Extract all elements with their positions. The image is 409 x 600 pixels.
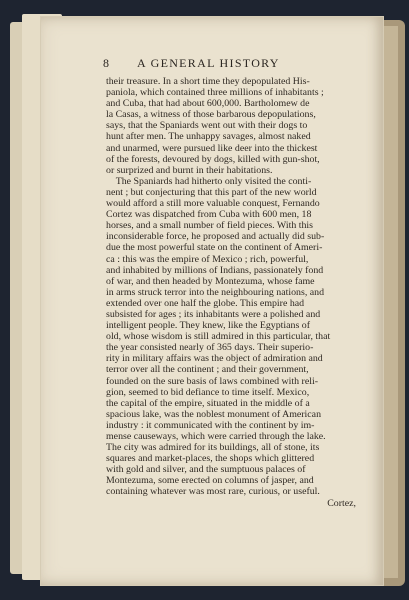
text-line: and inhabited by millions of Indians, passionately fond xyxy=(106,264,324,276)
text-line: industry : it communicated with the continent by im- xyxy=(106,419,315,431)
text-line: Montezuma, some erected on columns of jasper, and xyxy=(106,475,314,487)
catchword: Cortez, xyxy=(327,497,356,509)
text-line: rity in military affairs was the object of admiration and xyxy=(106,353,323,365)
text-line: the year consisted nearly of 365 days. Their superio- xyxy=(106,342,314,354)
text-line: of war, and then headed by Montezuma, whose fame xyxy=(106,275,315,287)
text-line: would afford a still more valuable conquest, Fernando xyxy=(106,198,320,210)
text-line: ca : this was the empire of Mexico ; rich, powerful, xyxy=(106,253,309,265)
text-line: and unarmed, were pursued like deer into the thickest xyxy=(106,142,318,154)
text-line: hunt after men. The unhappy savages, almost naked xyxy=(106,131,311,143)
text-line: extended over one half the globe. This empire had xyxy=(106,297,305,309)
text-line: inconsiderable force, he proposed and actually did sub- xyxy=(106,231,325,243)
text-line: their treasure. In a short time they depopulated His- xyxy=(106,76,310,87)
text-line: says, that the Spaniards went out with their dogs to xyxy=(106,120,308,132)
page-header xyxy=(103,56,353,74)
text-line: The Spaniards had hitherto only visited the conti- xyxy=(106,175,312,187)
text-line: paniola, which contained three millions of inhabitants ; xyxy=(106,87,324,99)
text-line: gion, seemed to bid defiance to time itself. Mexico, xyxy=(106,386,310,398)
text-line: intelligent people. They knew, like the Egyptians of xyxy=(106,320,311,332)
facing-page-inner xyxy=(384,26,398,578)
text-line: Cortez was dispatched from Cuba with 600 men, 18 xyxy=(106,209,312,221)
text-line: or surprized and burnt in their habitations. xyxy=(106,164,273,176)
text-line: of the forests, devoured by dogs, killed with gun-shot, xyxy=(106,153,320,165)
text-line: nent ; but conjecturing that this part of the new world xyxy=(106,186,317,198)
text-line: The city was admired for its buildings, all of stone, its xyxy=(106,442,320,454)
text-line: and Cuba, that had about 600,000. Bartholomew de xyxy=(106,98,310,110)
text-line: due the most powerful state on the continent of Ameri- xyxy=(106,242,323,254)
text-line: horses, and a small number of field pieces. With this xyxy=(106,220,314,232)
text-line: the capital of the empire, situated in the middle of a xyxy=(106,397,310,409)
text-line: mense causeways, which were carried through the lake. xyxy=(106,431,326,442)
text-line: old, whose wisdom is still admired in this particular, that xyxy=(106,331,331,343)
text-line: subsisted for ages ; its inhabitants were a polished and xyxy=(106,308,321,320)
text-line: containing whatever was most rare, curious, or useful. xyxy=(106,486,320,498)
text-line: spacious lake, was the noblest monument of American xyxy=(106,408,322,420)
text-line: with gold and silver, and the sumptuous palaces of xyxy=(106,464,306,476)
running-title: A GENERAL HISTORY xyxy=(137,56,280,70)
page-number: 8 xyxy=(103,56,109,70)
text-line: in arms struck terror into the neighbouring nations, and xyxy=(106,286,325,298)
text-line: squares and market-places, the shops which glittered xyxy=(106,453,315,465)
text-line: terror over all the continent ; and their government, xyxy=(106,364,309,376)
text-line: la Casas, a witness of those barbarous depopulations, xyxy=(106,109,316,121)
text-line: founded on the sure basis of laws combined with reli- xyxy=(106,375,318,387)
body-text xyxy=(106,76,356,509)
